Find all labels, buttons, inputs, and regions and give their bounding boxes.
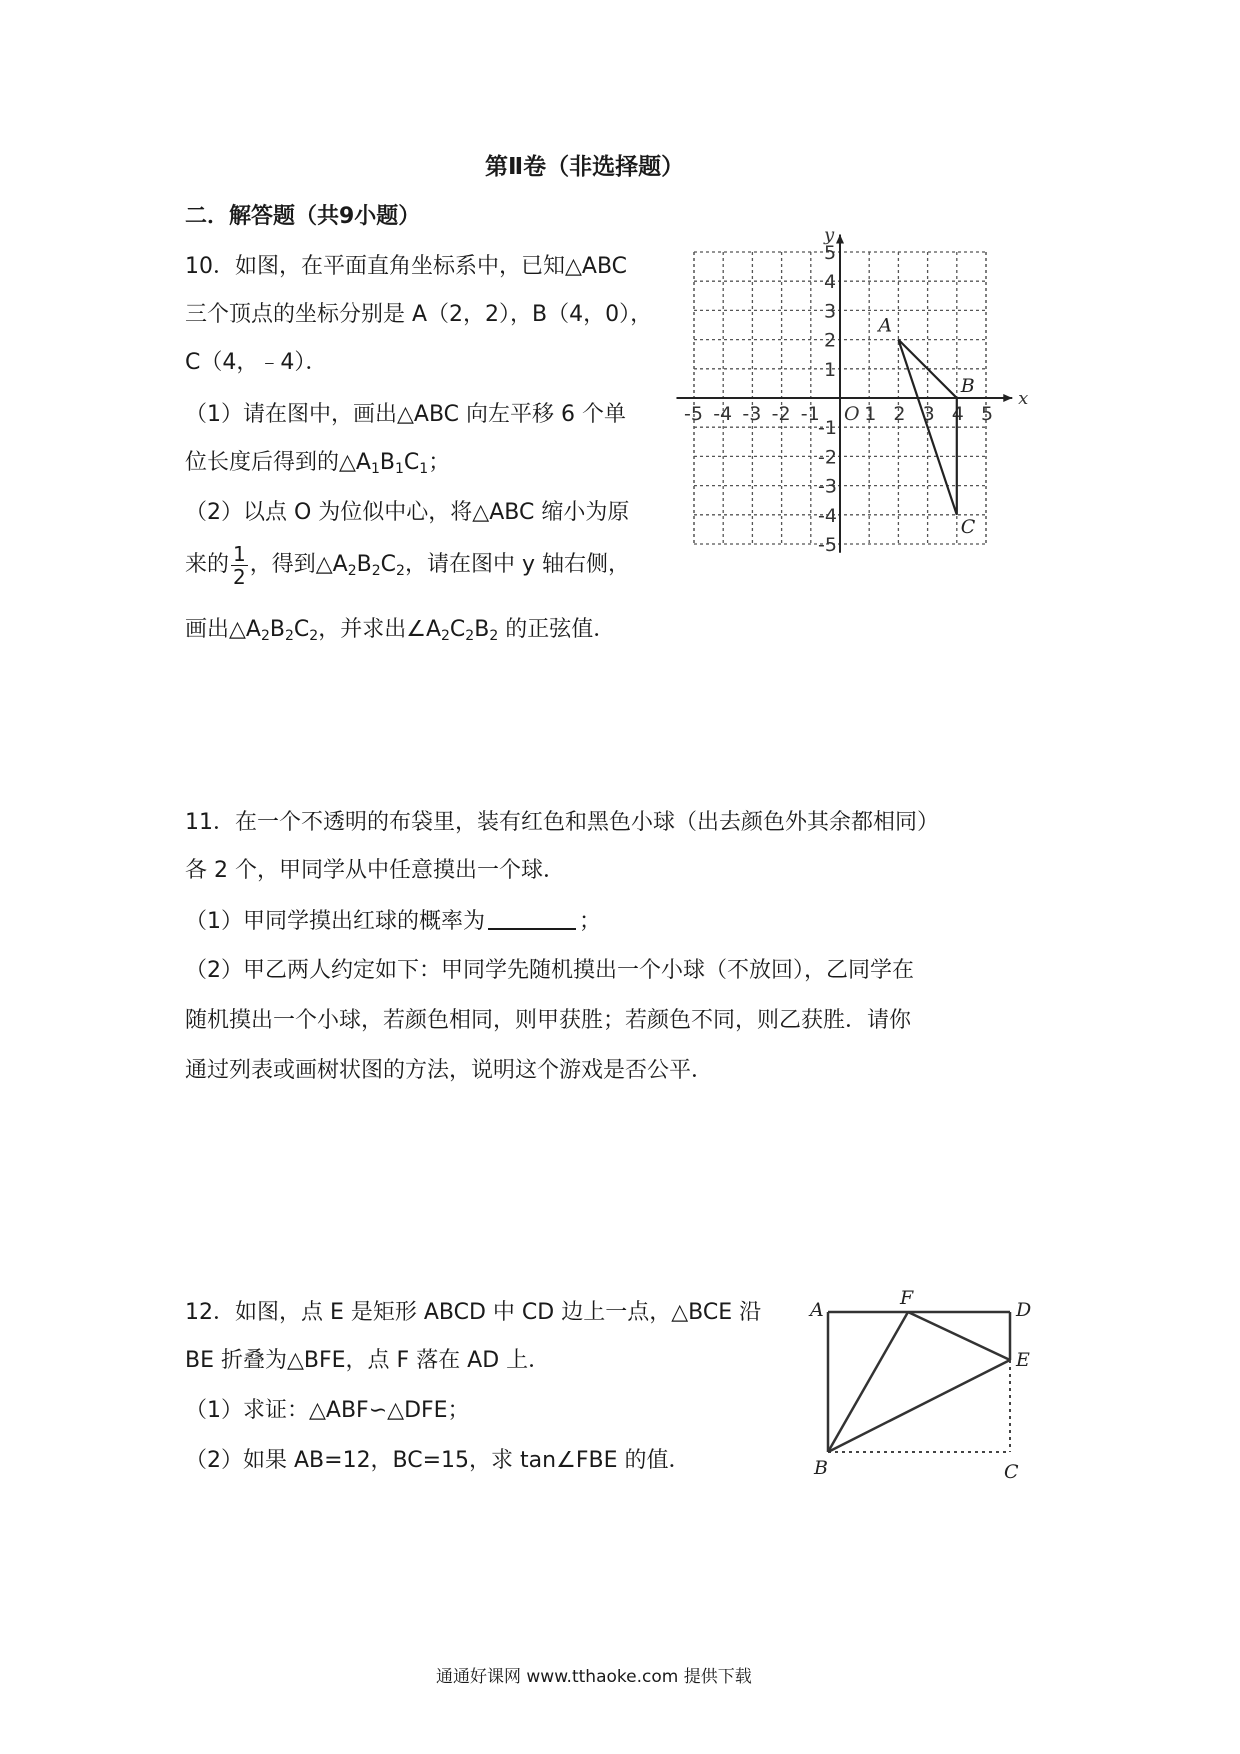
y-tick-label: 5: [824, 242, 837, 264]
q10-part1-line-2: [185, 448, 450, 484]
label-B: B: [814, 1457, 828, 1479]
text: B: [474, 617, 490, 642]
text: 位长度后得到的△A: [185, 450, 371, 475]
text: C: [449, 617, 466, 642]
q12-part2: （2）如果 AB=12，BC=15，求 tan∠FBE 的值．: [185, 1448, 691, 1473]
q12-line-1: 12．如图，点 E 是矩形 ABCD 中 CD 边上一点，△BCE 沿: [185, 1300, 762, 1325]
q10-part1-line-1: （1）请在图中，画出△ABC 向左平移 6 个单: [185, 402, 627, 427]
q11-line-1: 11．在一个不透明的布袋里，装有红色和黑色小球（出去颜色外其余都相同）: [185, 810, 939, 835]
text: ，得到△A: [249, 552, 348, 577]
label-F: F: [900, 1287, 914, 1309]
subscript: 2: [285, 628, 294, 644]
text: B: [379, 450, 395, 475]
x-tick-label: 4: [951, 403, 964, 425]
x-tick-label: 2: [893, 403, 906, 425]
label-E: E: [1016, 1349, 1030, 1371]
rectangle-fold-figure: [800, 1282, 1050, 1492]
text: 画出△A: [185, 617, 261, 642]
subscript: 1: [370, 461, 380, 477]
subscript: 1: [395, 461, 404, 477]
y-tick-label: -3: [818, 475, 837, 498]
y-tick-label: -5: [818, 534, 837, 556]
text: B: [356, 552, 372, 577]
y-tick-label: -2: [818, 446, 837, 469]
q11-part2-line-3: 通过列表或画树状图的方法，说明这个游戏是否公平．: [185, 1058, 714, 1083]
text: C: [293, 617, 310, 642]
text: C: [403, 450, 420, 475]
fraction-one-half: [231, 543, 248, 588]
footer-text: 通通好课网 www.tthaoke.com 提供下载: [436, 1667, 752, 1687]
origin-label: O: [844, 403, 860, 425]
x-axis-label: x: [1018, 388, 1029, 409]
y-axis-label: y: [824, 224, 835, 246]
coordinate-grid-figure: [680, 224, 1029, 568]
x-tick-label: -5: [684, 403, 703, 425]
q10-line-3: C（4，﹣4）．: [185, 350, 328, 375]
text: （1）甲同学摸出红球的概率为: [185, 909, 485, 934]
y-tick-label: -1: [818, 417, 837, 440]
x-tick-label: 1: [864, 403, 877, 425]
text: ，并求出∠A: [318, 617, 441, 642]
y-tick-label: 3: [824, 300, 837, 323]
q10-part2-line-2: [185, 540, 630, 596]
subscript: 2: [489, 628, 499, 644]
label-D: D: [1016, 1299, 1032, 1321]
x-tick-label: -4: [713, 403, 733, 425]
x-tick-label: 5: [981, 403, 994, 425]
text: B: [269, 617, 285, 642]
x-tick-label: -3: [742, 403, 762, 425]
label-A: A: [810, 1299, 824, 1321]
y-tick-label: 1: [824, 358, 837, 381]
x-tick-label: 3: [922, 403, 935, 425]
fraction-denominator: 2: [233, 564, 246, 589]
subscript: 2: [441, 628, 450, 644]
fraction-numerator: 1: [233, 541, 246, 566]
vertex-label-c: C: [960, 515, 976, 538]
subscript: 2: [396, 563, 405, 579]
x-axis-arrow: [1003, 394, 1012, 402]
subscript: 2: [347, 563, 357, 579]
q11-line-2: 各 2 个，甲同学从中任意摸出一个球．: [185, 858, 565, 883]
y-axis-arrow: [836, 234, 844, 243]
volume-title: 第Ⅱ卷（非选择题）: [485, 154, 685, 180]
text: 来的: [185, 552, 230, 577]
vertex-labels: [876, 315, 975, 538]
q12-part1: （1）求证：△ABF∽△DFE；: [185, 1398, 470, 1423]
q10-part2-line-1: （2）以点 O 为位似中心，将△ABC 缩小为原: [185, 500, 630, 525]
x-tick-label: -1: [800, 403, 820, 425]
answer-blank: [488, 906, 576, 930]
q11-part2-line-1: （2）甲乙两人约定如下：甲同学先随机摸出一个小球（不放回），乙同学在: [185, 958, 914, 983]
q10-part2-line-3: [185, 615, 615, 651]
text: 的正弦值．: [498, 617, 616, 642]
q12-line-2: BE 折叠为△BFE，点 F 落在 AD 上．: [185, 1348, 551, 1373]
vertex-label-b: B: [960, 375, 975, 397]
q11-part2-line-2: 随机摸出一个小球，若颜色相同，则甲获胜；若颜色不同，则乙获胜．请你: [185, 1008, 912, 1033]
label-C: C: [1004, 1461, 1019, 1483]
text: ；: [579, 909, 602, 934]
fold-line-FE: [908, 1312, 1010, 1360]
q10-line-2: 三个顶点的坐标分别是 A（2，2），B（4，0），: [185, 302, 653, 327]
subscript: 2: [465, 628, 475, 644]
q11-part1: [185, 906, 601, 937]
y-tick-label: 2: [824, 329, 837, 352]
axes: [676, 224, 1028, 552]
vertex-label-a: A: [878, 314, 893, 337]
section-title: 二．解答题（共9小题）: [185, 204, 421, 229]
x-tick-label: -2: [771, 403, 791, 425]
y-tick-label: 4: [824, 271, 837, 294]
q10-line-1: 10．如图，在平面直角坐标系中，已知△ABC: [185, 254, 628, 279]
subscript: 2: [371, 563, 381, 579]
subscript: 1: [419, 461, 429, 477]
subscript: 2: [309, 628, 319, 644]
text: ，请在图中 y 轴右侧，: [404, 552, 630, 577]
text: C: [380, 552, 397, 577]
y-tick-label: -4: [818, 504, 837, 527]
subscript: 2: [260, 628, 270, 644]
text: ；: [428, 450, 451, 475]
